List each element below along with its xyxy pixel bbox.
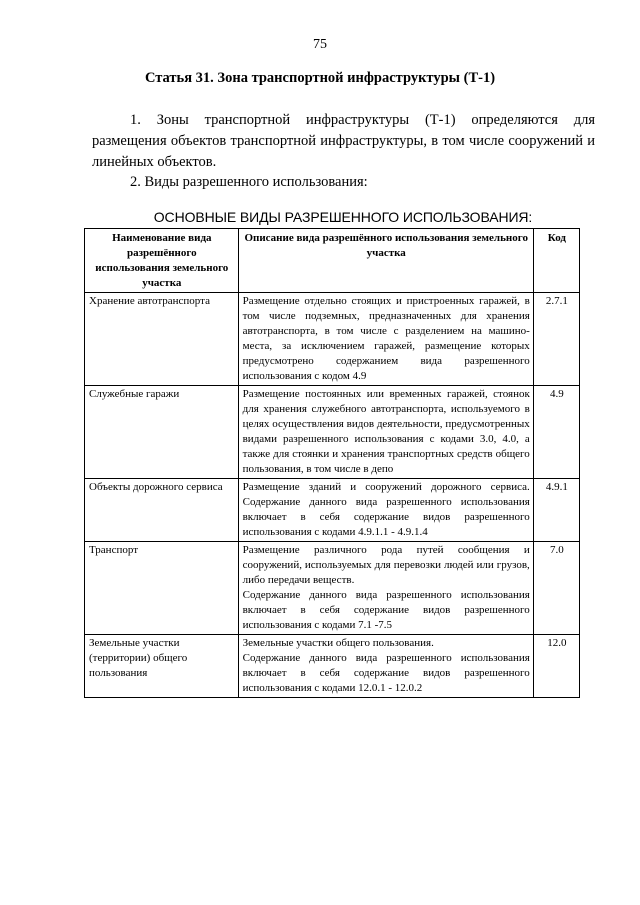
row-description-extra: Содержание данного вида разрешенного использования включает в себя содержание видов разрешенного использования с кодами 7.1 -7.5 [242,589,530,631]
row-name: Земельные участки (территории) общего пользования [85,635,239,698]
paragraph-zone-definition: 1. Зоны транспортной инфраструктуры (Т-1) определяются для размещения объектов транспортной инфраструктуры, в том числе сооружений и линейных объектов. [92,112,595,170]
header-name: Наименование вида разрешённого использования земельного участка [85,229,239,293]
table-row [85,635,580,698]
row-code: 7.0 [533,542,579,635]
row-code: 4.9 [533,386,579,479]
row-description [238,293,533,386]
row-description [238,479,533,542]
row-description [238,542,533,635]
row-description-text: Размещение различного рода путей сообщения и сооружений, используемых для перевозки людей или грузов, либо передачи веществ. [242,544,530,586]
page-number: 75 [313,37,327,52]
table-row [85,386,580,479]
row-name: Хранение автотранспорта [85,293,239,386]
header-code: Код [533,229,579,293]
row-name: Транспорт [85,542,239,635]
row-code: 4.9.1 [533,479,579,542]
row-description-text: Размещение отдельно стоящих и пристроенных гаражей, в том числе подземных, предназначенных для хранения автотранспорта, в том числе с разделением на машино-места, за исключением гаражей, размещение которых предусмотрено содержанием вида разрешенного использования с кодом 4.9 [242,295,530,382]
table-header-row [85,229,580,293]
row-name: Объекты дорожного сервиса [85,479,239,542]
row-description-text: Размещение зданий и сооружений дорожного сервиса. Содержание данного вида разрешенного использования включает в себя содержание видов разрешенного использования с кодами 4.9.1.1 - 4.9.1.4 [242,481,530,538]
table-row [85,293,580,386]
row-description-text: Земельные участки общего пользования. [242,637,434,649]
article-title: Статья 31. Зона транспортной инфраструктуры (Т-1) [144,70,496,86]
row-description-text: Размещение постоянных или временных гаражей, стоянок для хранения служебного автотранспорта, используемого в целях осуществления видов деятельности, предусмотренных видами разрешенного использования с кодами 3.0, 4.0, а также для стоянки и хранения транспортных средств общего пользования, в том числе в депо [242,388,530,475]
paragraph-permitted-uses: 2. Виды разрешенного использования: [130,174,368,190]
row-description [238,386,533,479]
row-name: Служебные гаражи [85,386,239,479]
table-row [85,479,580,542]
header-description: Описание вида разрешённого использования земельного участка [238,229,533,293]
row-code: 2.7.1 [533,293,579,386]
row-description [238,635,533,698]
table-row [85,542,580,635]
permitted-uses-table [84,228,580,698]
row-code: 12.0 [533,635,579,698]
row-description-extra: Содержание данного вида разрешенного использования включает в себя содержание видов разрешенного использования с кодами 12.0.1 - 12.0.2 [242,652,530,694]
table-caption: ОСНОВНЫЕ ВИДЫ РАЗРЕШЕННОГО ИСПОЛЬЗОВАНИЯ: [153,209,533,225]
